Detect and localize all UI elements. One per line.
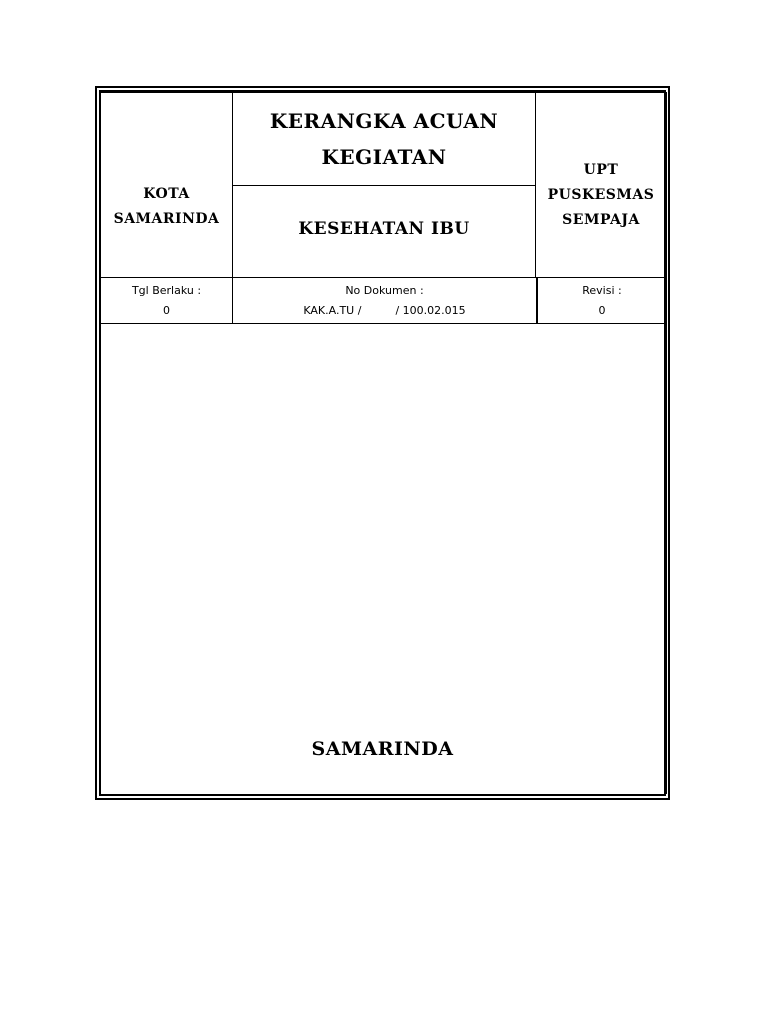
header-right-cell (535, 92, 667, 278)
revisi-value: 0 (598, 303, 606, 317)
header-left-cell (100, 92, 233, 278)
no-dokumen-suffix: / 100.02.015 (395, 303, 466, 317)
header-left-line1: KOTA (143, 186, 190, 202)
no-dokumen-label: No Dokumen : (345, 283, 424, 297)
header-left-line2: SAMARINDA (113, 211, 220, 227)
no-dokumen-value (303, 301, 465, 321)
meta-doc-cell (232, 277, 537, 324)
document-title-line1: KERANGKA ACUAN (269, 109, 499, 133)
header-subject-cell (232, 185, 536, 278)
meta-tgl-cell (100, 277, 233, 324)
revisi-label: Revisi : (582, 283, 622, 297)
no-dokumen-prefix: KAK.A.TU / (303, 303, 362, 317)
document-title-line2: KEGIATAN (321, 145, 447, 169)
header-right-line1: UPT (583, 161, 619, 178)
header-right-line2: PUSKESMAS (547, 186, 655, 203)
tgl-berlaku-value: 0 (163, 303, 170, 317)
footer-city: SAMARINDA (311, 738, 454, 760)
document-subject: KESEHATAN IBU (298, 218, 470, 239)
header-title-cell (232, 92, 536, 186)
tgl-berlaku-label: Tgl Berlaku : (131, 283, 202, 297)
document-body-area (100, 323, 667, 794)
header-right-line3: SEMPAJA (562, 211, 640, 228)
meta-revisi-cell (536, 277, 667, 324)
